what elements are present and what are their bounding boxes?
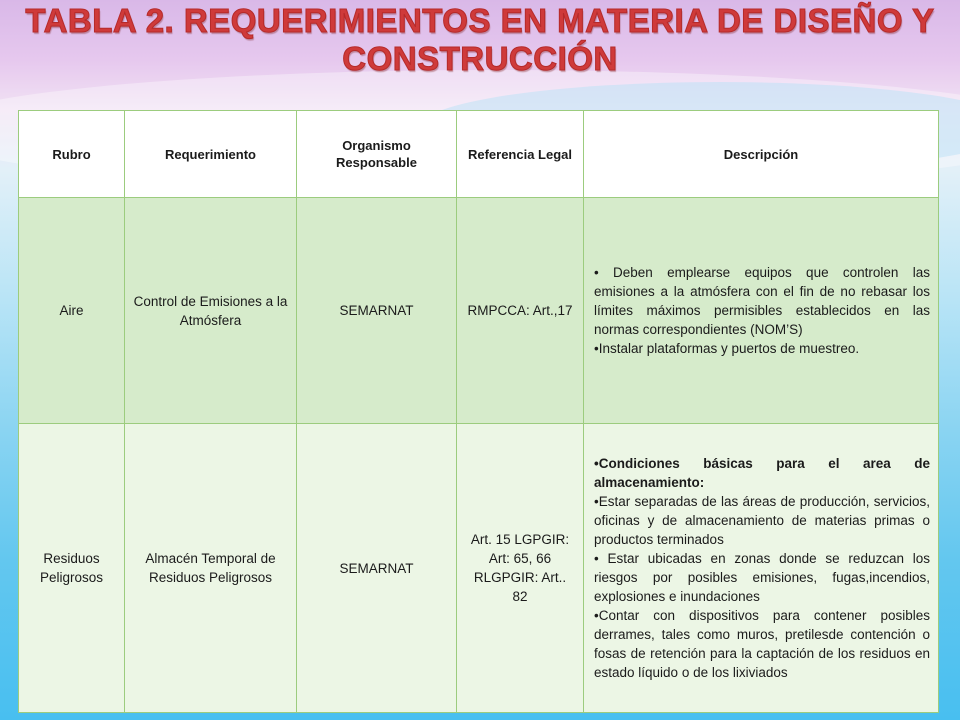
cell-descripcion xyxy=(584,424,939,713)
description-item: • Estar ubicadas en zonas donde se reduzcan los riesgos por posibles emisiones, fugas,incendios, explosiones e inundaciones xyxy=(594,551,930,604)
slide-title-line-1: TABLA 2. REQUERIMIENTOS EN MATERIA DE DISEÑO Y xyxy=(25,2,935,39)
cell-descripcion xyxy=(584,198,939,424)
cell-rubro: Residuos Peligrosos xyxy=(19,424,125,713)
requirements-table xyxy=(18,110,939,713)
cell-organismo: SEMARNAT xyxy=(297,424,457,713)
header-requerimiento: Requerimiento xyxy=(125,111,297,198)
cell-requerimiento: Almacén Temporal de Residuos Peligrosos xyxy=(125,424,297,713)
header-referencia: Referencia Legal xyxy=(457,111,584,198)
table-header-row xyxy=(19,111,939,198)
table-row xyxy=(19,198,939,424)
cell-requerimiento: Control de Emisiones a la Atmósfera xyxy=(125,198,297,424)
cell-rubro: Aire xyxy=(19,198,125,424)
slide-title xyxy=(0,2,960,78)
cell-organismo: SEMARNAT xyxy=(297,198,457,424)
cell-referencia: Art. 15 LGPGIR: Art: 65, 66 RLGPGIR: Art.. 82 xyxy=(457,424,584,713)
description-heading: •Condiciones básicas para el area de almacenamiento: xyxy=(594,456,930,490)
header-descripcion: Descripción xyxy=(584,111,939,198)
description-item: •Contar con dispositivos para contener posibles derrames, tales como muros, pretilesde contención o fosas de retención para la captación de los residuos en estado líquido o de los lixiviados xyxy=(594,608,930,680)
header-organismo: Organismo Responsable xyxy=(297,111,457,198)
description-item: •Instalar plataformas y puertos de muestreo. xyxy=(594,341,860,356)
description-item: • Deben emplearse equipos que controlen las emisiones a la atmósfera con el fin de no rebasar los límites máximos permisibles establecidos en las normas correspondientes (NOM’S) xyxy=(594,265,930,337)
slide-title-line-2: CONSTRUCCIÓN xyxy=(342,40,618,77)
table-row xyxy=(19,424,939,713)
description-item: •Estar separadas de las áreas de producción, servicios, oficinas y de almacenamiento de materias primas o productos terminados xyxy=(594,494,930,547)
cell-referencia: RMPCCA: Art.,17 xyxy=(457,198,584,424)
header-rubro: Rubro xyxy=(19,111,125,198)
